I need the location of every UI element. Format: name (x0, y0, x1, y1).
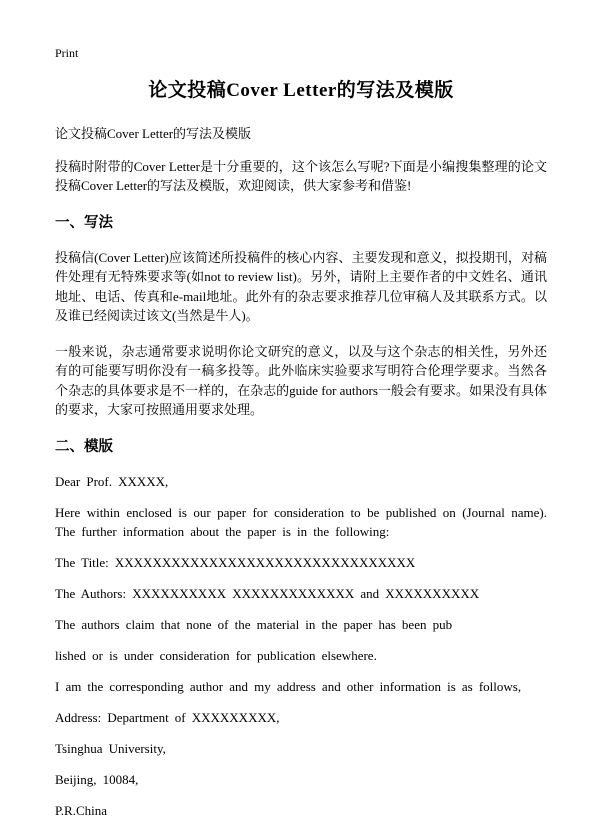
letter-authors-line: The Authors: XXXXXXXXXX XXXXXXXXXXXXX and XXXXXXXXXX (55, 585, 480, 601)
letter-intro-line: Here within enclosed is our paper for consideration to be published on (Journal name). The further information about the paper is in the following: (55, 504, 547, 539)
letter-country-line: P.R.China (55, 802, 108, 818)
intro-paragraph: 投稿时附带的Cover Letter是十分重要的，这个该怎么写呢?下面是小编搜集整理的论文投稿Cover Letter的写法及模版，欢迎阅读，供大家参考和借鉴! (55, 158, 547, 193)
letter-claim-line-continued: lished or is under consideration for publication elsewhere. (55, 647, 377, 663)
letter-claim-line: The authors claim that none of the material in the paper has been pub (55, 616, 453, 632)
section-heading-writing: 一、写法 (55, 214, 113, 231)
letter-city-line: Beijing, 10084, (55, 771, 139, 787)
page-title: 论文投稿Cover Letter的写法及模版 (148, 80, 454, 101)
print-button[interactable]: Print (55, 46, 79, 60)
letter-corresponding-author-line: I am the corresponding author and my address and other information is as follows, (55, 678, 522, 694)
section-heading-template: 二、模版 (55, 438, 113, 455)
lead-paragraph: 论文投稿Cover Letter的写法及模版 (55, 126, 252, 141)
writing-paragraph-1: 投稿信(Cover Letter)应该简述所投稿件的核心内容、主要发现和意义，拟投期刊，对稿件处理有无特殊要求等(如not to review list)。另外，请附上主要作者的中文姓名、通讯地址、电话、传真和e-mail地址。此外有的杂志要求推荐几位审稿人及其联系方式。以及谁已经阅读过该文(当然是牛人)。 (55, 249, 547, 323)
letter-university-line: Tsinghua University, (55, 740, 166, 756)
writing-paragraph-2: 一般来说，杂志通常要求说明你论文研究的意义，以及与这个杂志的相关性，另外还有的可能要写明你没有一稿多投等。此外临床实验要求写明符合伦理学要求。当然各个杂志的具体要求是不一样的，在杂志的guide for authors一般会有要求。如果没有具体的要求，大家可按照通用要求处理。 (55, 343, 547, 417)
letter-address-line: Address: Department of XXXXXXXXX, (55, 709, 280, 725)
letter-salutation: Dear Prof. XXXXX, (55, 473, 169, 489)
letter-title-line: The Title: XXXXXXXXXXXXXXXXXXXXXXXXXXXXXXXX (55, 554, 416, 570)
